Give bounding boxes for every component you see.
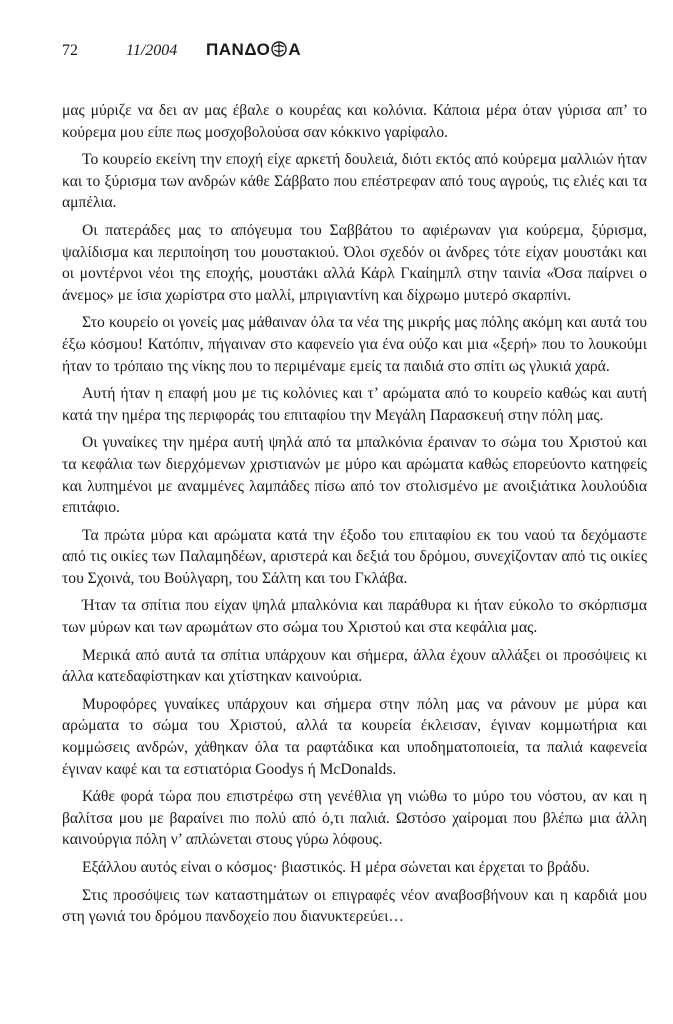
- magazine-name-left: ΠΑΝΔΟ: [206, 40, 271, 59]
- issue-date: 11/2004: [126, 42, 178, 59]
- page-number: 72: [62, 42, 78, 59]
- paragraph: Οι γυναίκες την ημέρα αυτή ψηλά από τα μπαλκόνια έραιναν το σώμα του Χριστού και τα κεφάλια των διερχόμενων χριστιανών με μύρο και αρώματα καθώς επορεύοντο κατηφείς και λυπημένοι με αναμμένες λαμπάδες πίσω από τον στολισμένο με ανοιξιάτικα λουλούδια επιτάφιο.: [62, 434, 647, 517]
- article-body: [62, 100, 647, 934]
- paragraph: Κάθε φορά τώρα που επιστρέφω στη γενέθλια γη νιώθω το μύρο του νόστου, αν και η βαλίτσα μου με βαραίνει πιο πολύ από ό,τι παλιά. Ωστόσο χαίρομαι που βλέπω μια άλλη καινούργια πόλη ν’ απλώνεται στους γύρω λόφους.: [62, 788, 647, 849]
- paragraph: Εξάλλου αυτός είναι ο κόσμος· βιαστικός. Η μέρα σώνεται και έρχεται το βράδυ.: [82, 859, 590, 876]
- magazine-name: [206, 40, 301, 60]
- paragraph: Αυτή ήταν η επαφή μου με τις κολόνιες και τ’ αρώματα από το κουρείο καθώς και αυτή κατά την ημέρα της περιφοράς του επιταφίου την Μεγάλη Παρασκευή στην πόλη μας.: [62, 385, 647, 424]
- paragraph: Στο κουρείο οι γονείς μας μάθαιναν όλα τα νέα της μικρής μας πόλης ακόμη και αυτά του έξω κόσμου! Κατόπιν, πήγαιναν στο καφενείο για ένα ούζο και μια «ξερή» που το λουκούμι ήταν το τρόπαιο της νίκης που το περιμέναμε εμείς τα παιδιά στο σπίτι ως γλυκιά χαρά.: [62, 314, 647, 375]
- sun-circle-icon: [271, 41, 287, 57]
- paragraph: Τα πρώτα μύρα και αρώματα κατά την έξοδο του επιταφίου εκ του ναού τα δεχόμαστε από τις οικίες των Παλαμηδέων, αριστερά και δεξιά του δρόμου, συνεχίζονταν από τις οικίες του Σχοινά, του Βούλγαρη, του Σάλτη και του Γκλάβα.: [62, 526, 647, 587]
- paragraph: Το κουρείο εκείνη την εποχή είχε αρκετή δουλειά, διότι εκτός από κούρεμα μαλλιών ήταν και το ξύρισμα των ανδρών κάθε Σάββατο που επέστρεφαν από τους αγρούς, τις ελιές και τα αμπέλια.: [62, 151, 647, 212]
- page-header: [62, 38, 622, 64]
- paragraph: Στις προσόψεις των καταστημάτων οι επιγραφές νέον αναβοσβήνουν και η καρδιά μου στη γωνιά του δρόμου πανδοχείο που διανυκτερεύει…: [62, 886, 647, 926]
- paragraph: Μερικά από αυτά τα σπίτια υπάρχουν και σήμερα, άλλα έχουν αλλάξει οι προσόψεις κι άλλα κατεδαφίστηκαν και χτίστηκαν καινούρια.: [62, 646, 647, 686]
- paragraph: Ήταν τα σπίτια που είχαν ψηλά μπαλκόνια και παράθυρα κι ήταν εύκολο το σκόρπισμα των μύρων και των αρωμάτων στο σώμα του Χριστού και στα κεφάλια μας.: [62, 597, 647, 637]
- paragraph: Μυροφόρες γυναίκες υπάρχουν και σήμερα στην πόλη μας να ράνουν με μύρα και αρώματα το σώμα του Χριστού, αλλά τα κουρεία έκλεισαν, έγιναν κομμωτήρια και κομμώσεις ανδρών, χάθηκαν όλα τα ραφτάδικα και υποδηματοποιεία, τα παλιά καφενεία έγιναν καφέ και τα εστιατόρια Goodys ή McDonalds.: [62, 695, 647, 778]
- paragraph: μας μύριζε να δει αν μας έβαλε ο κουρέας και κολόνια. Κάποια μέρα όταν γύρισα απ’ το κούρεμα μου είπε πως μοσχοβολούσα σαν κόκκινο γαρίφαλο.: [62, 102, 647, 141]
- paragraph: Οι πατεράδες μας το απόγευμα του Σαββάτου το αφιέρωναν για κούρεμα, ξύρισμα, ψαλίδισμα και περιποίηση του μουστακιού. Όλοι σχεδόν οι άνδρες τότε είχαν μουστάκι και οι μοντέρνοι νέοι της εποχής, μουστάκι αλλά Κάρλ Γκαίημπλ στην ταινία «Όσα παίρνει ο άνεμος» με ίσια χωρίστρα στο μαλλί, μπριγιαντίνη και δίχρωμο μυτερό σκαρπίνι.: [62, 221, 647, 304]
- magazine-name-right: Α: [288, 40, 302, 59]
